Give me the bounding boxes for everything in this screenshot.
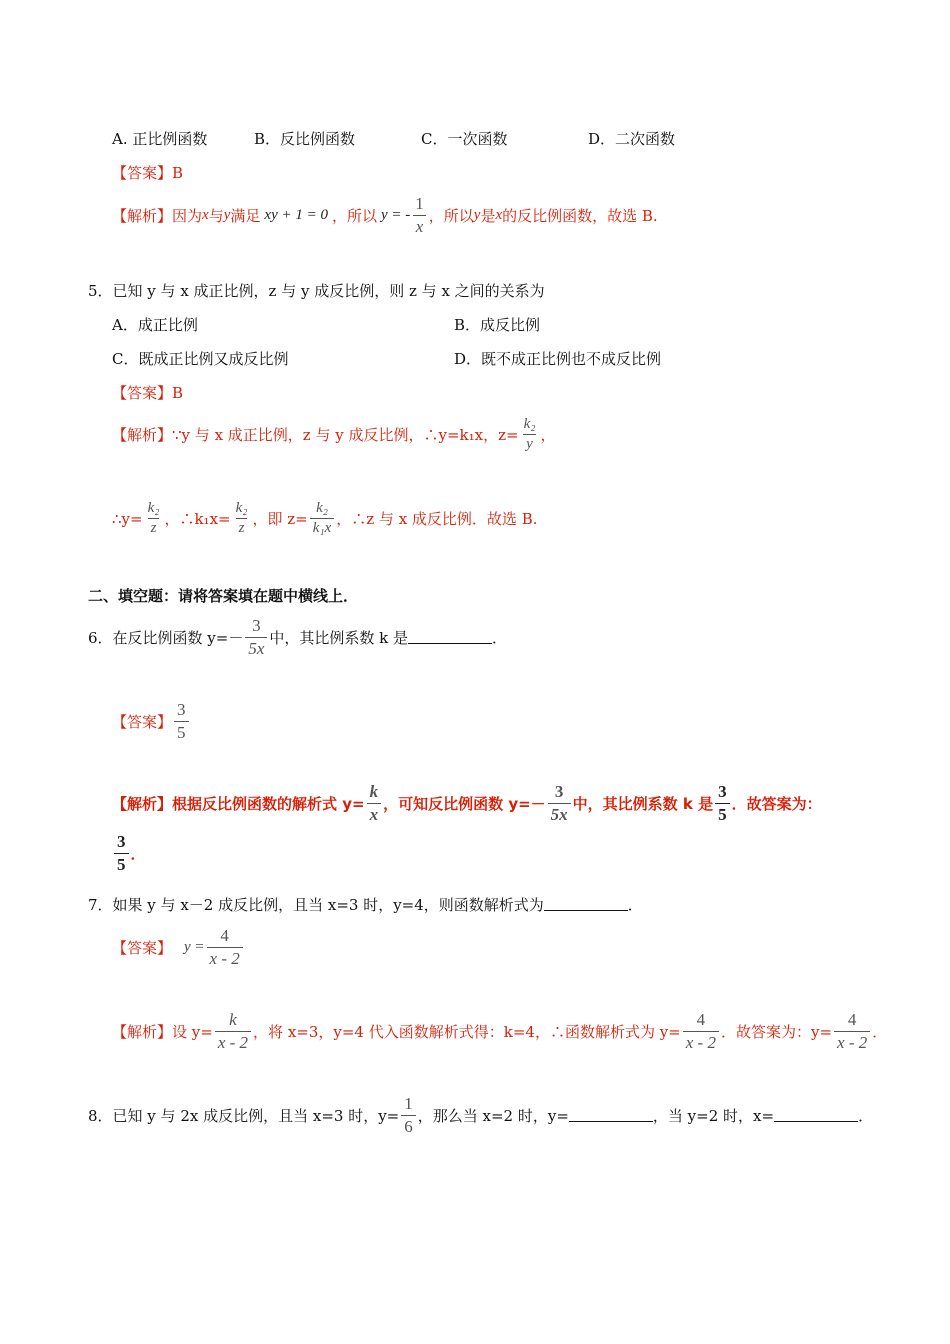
q4-option-c: C．一次函数 bbox=[421, 130, 508, 148]
exp-text: 与 bbox=[208, 206, 224, 225]
answer-blank-y[interactable] bbox=[569, 1109, 653, 1122]
exp-text: 因为 bbox=[172, 206, 203, 225]
q5-explanation-line2 bbox=[112, 500, 538, 538]
fraction: $\frac{3}{5}$ bbox=[174, 700, 189, 742]
q5-explanation-line1 bbox=[112, 416, 555, 454]
exp-var: x bbox=[495, 206, 503, 223]
q7-explanation bbox=[112, 1010, 887, 1052]
exp-text: ， bbox=[540, 426, 556, 445]
explanation-label: 【解析】 bbox=[112, 794, 173, 813]
answer-blank-x[interactable] bbox=[774, 1109, 858, 1122]
q6-text: ． bbox=[492, 628, 508, 647]
q5-option-d: D．既不成正比例也不成反比例 bbox=[454, 350, 662, 368]
exp-text: ，∴k₁x= bbox=[164, 510, 231, 529]
explanation-label: 【解析】 bbox=[112, 426, 173, 445]
q6-explanation bbox=[112, 782, 822, 824]
exp-text: ，可知反比例函数 y=－ bbox=[383, 794, 546, 813]
section-title: 二、填空题：请将答案填在题中横线上． bbox=[88, 587, 359, 605]
exp-text: ．故答案为： bbox=[731, 794, 822, 813]
exp-text: ，即 z= bbox=[252, 510, 308, 529]
q4-option-a: A. 正比例函数 bbox=[112, 130, 208, 148]
q7-text: ． bbox=[627, 896, 643, 914]
answer-blank[interactable] bbox=[544, 898, 628, 911]
exp-text: ，∴z 与 x 成反比例．故选 B. bbox=[336, 510, 538, 529]
exp-text: 的反比例函数，故选 B. bbox=[502, 206, 658, 225]
q4-explanation bbox=[112, 194, 658, 236]
answer-label: 【答案】 bbox=[112, 938, 173, 957]
answer-label: 【答案】 bbox=[112, 384, 173, 402]
q5-option-c: C．既成正比例又成反比例 bbox=[112, 350, 289, 368]
exp-text: 是 bbox=[480, 206, 496, 225]
fraction: $\frac{1}{x}$ bbox=[412, 194, 427, 236]
q6-text: 中，其比例系数 k 是 bbox=[269, 628, 409, 647]
exp-var: y bbox=[473, 206, 481, 223]
q8-text: ，那么当 x=2 时，y= bbox=[417, 1106, 569, 1125]
exp-text: ． bbox=[130, 844, 146, 863]
q7-answer bbox=[112, 926, 245, 968]
exp-equation: y = - bbox=[380, 206, 411, 223]
fraction: $\frac{3}{5}$ bbox=[114, 832, 129, 874]
exp-text: ，所以 bbox=[331, 206, 377, 225]
exp-var: x bbox=[202, 206, 209, 223]
answer-blank[interactable] bbox=[408, 631, 492, 644]
q8-text: ，当 y=2 时，x= bbox=[652, 1106, 775, 1125]
fraction: $\frac{\text{k₂}}{z}$ bbox=[235, 500, 248, 537]
q8-text: 8．已知 y 与 2x 成反比例，且当 x=3 时，y= bbox=[88, 1106, 400, 1125]
q8-text: ． bbox=[858, 1106, 874, 1125]
q5-answer bbox=[112, 382, 183, 403]
fraction: $\frac{4}{x - 2}$ bbox=[834, 1010, 870, 1052]
exp-text: ，所以 bbox=[428, 206, 474, 225]
exp-text: 设 y= bbox=[172, 1022, 213, 1041]
answer-value: B bbox=[172, 384, 184, 402]
q5-option-b: B．成反比例 bbox=[454, 316, 541, 334]
exp-text: ∵y 与 x 成正比例，z 与 y 成反比例，∴y=k₁x，z= bbox=[172, 426, 519, 445]
fraction: $\frac{\text{k₂}}{\text{k₁x}}$ bbox=[310, 500, 335, 538]
explanation-label: 【解析】 bbox=[112, 206, 173, 225]
answer-label: 【答案】 bbox=[112, 164, 173, 182]
q6-explanation-cont bbox=[112, 832, 146, 874]
answer-value: B bbox=[172, 164, 184, 182]
exp-text: 根据反比例函数的解析式 y= bbox=[172, 794, 365, 813]
exp-equation: xy + 1 = 0 bbox=[264, 206, 328, 223]
fraction: $\frac{k}{x}$ bbox=[367, 782, 382, 824]
q6-text: 6．在反比例函数 y=－ bbox=[88, 628, 244, 647]
fraction: $\frac{k}{x - 2}$ bbox=[215, 1010, 251, 1052]
answer-lhs: y = bbox=[184, 938, 205, 955]
exp-text: 满足 bbox=[230, 206, 261, 225]
fraction: $\frac{3}{5x}$ bbox=[548, 782, 571, 824]
answer-label: 【答案】 bbox=[112, 712, 173, 731]
q6-stem bbox=[88, 616, 507, 658]
exp-text: 中，其比例系数 k 是 bbox=[572, 794, 714, 813]
fraction: $\frac{4}{x - 2}$ bbox=[207, 926, 243, 968]
q6-answer bbox=[112, 700, 191, 742]
fraction: $\frac{3}{5}$ bbox=[715, 782, 730, 824]
fraction: $\frac{\text{k₂}}{z}$ bbox=[147, 500, 160, 537]
exp-text: ．故答案为：y= bbox=[720, 1022, 833, 1041]
q7-stem bbox=[88, 894, 643, 915]
q4-option-b: B．反比例函数 bbox=[254, 130, 356, 148]
fraction: $\frac{3}{5x}$ bbox=[245, 616, 267, 658]
exp-text: ． bbox=[872, 1022, 888, 1041]
q4-answer bbox=[112, 162, 183, 183]
q8-stem bbox=[88, 1094, 873, 1136]
fraction: $\frac{1}{6}$ bbox=[401, 1094, 416, 1136]
q7-text: 7．如果 y 与 x－2 成反比例，且当 x=3 时，y=4，则函数解析式为 bbox=[88, 896, 544, 914]
exp-text: ，将 x=3，y=4 代入函数解析式得：k=4，∴函数解析式为 y= bbox=[253, 1022, 681, 1041]
q4-option-d: D．二次函数 bbox=[588, 130, 676, 148]
exp-var: y bbox=[223, 206, 231, 223]
fraction: $\frac{4}{x - 2}$ bbox=[683, 1010, 719, 1052]
q5-stem: 5．已知 y 与 x 成正比例，z 与 y 成反比例，则 z 与 x 之间的关系为 bbox=[88, 282, 545, 300]
fraction: $\frac{\text{k₂}}{y}$ bbox=[523, 416, 536, 453]
exp-text: ∴y= bbox=[112, 509, 143, 528]
explanation-label: 【解析】 bbox=[112, 1022, 173, 1041]
q5-option-a: A．成正比例 bbox=[112, 316, 198, 334]
